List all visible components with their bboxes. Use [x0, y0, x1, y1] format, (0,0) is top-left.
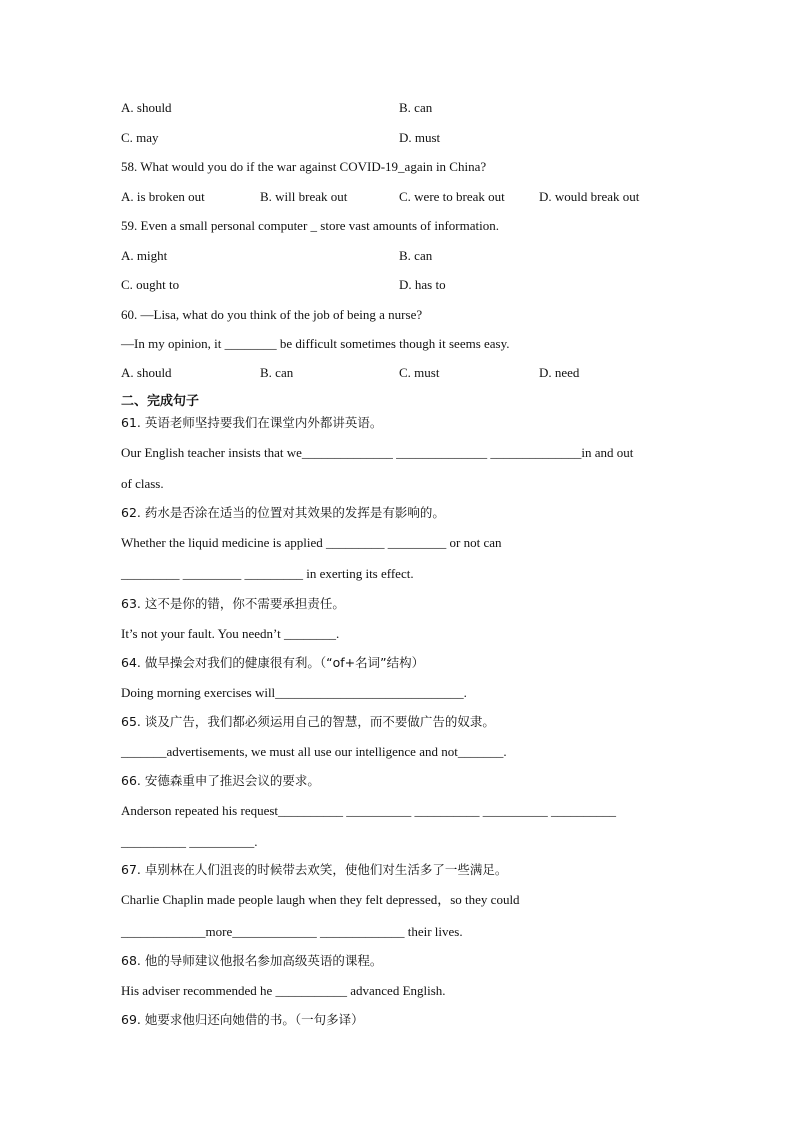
q69-chinese: 69. 她要求他归还向她借的书。（一句多译）	[121, 1012, 364, 1027]
q59-option-a: A. might	[121, 248, 168, 263]
q67-english: Charlie Chaplin made people laugh when they felt depressed，so they could	[121, 892, 520, 907]
q57-option-d: D. must	[399, 130, 441, 145]
q57-option-b: B. can	[399, 100, 433, 115]
q68-chinese: 68. 他的导师建议他报名参加高级英语的课程。	[121, 953, 383, 968]
q60-option-c: C. must	[399, 365, 440, 380]
q60-stem: 60. —Lisa, what do you think of the job of being a nurse?	[121, 307, 423, 322]
q62-english: Whether the liquid medicine is applied _________ _________ or not can	[121, 535, 502, 550]
q61-english: Our English teacher insists that we______________ ______________ ______________in and out	[121, 445, 634, 460]
q63-english: It’s not your fault. You needn’t ________.	[121, 626, 340, 641]
q60-stem-reply: —In my opinion, it ________ be difficult sometimes though it seems easy.	[121, 336, 510, 351]
q67-chinese: 67. 卓别林在人们沮丧的时候带去欢笑，使他们对生活多了一些满足。	[121, 862, 508, 877]
q62-chinese: 62. 药水是否涂在适当的位置对其效果的发挥是有影响的。	[121, 505, 445, 520]
q59-option-d: D. has to	[399, 277, 446, 292]
q62-english-cont: _________ _________ _________ in exerting its effect.	[121, 566, 414, 581]
q60-option-b: B. can	[260, 365, 294, 380]
q60-option-a: A. should	[121, 365, 172, 380]
q59-stem: 59. Even a small personal computer _ store vast amounts of information.	[121, 218, 499, 233]
q66-chinese: 66. 安德森重申了推迟会议的要求。	[121, 773, 320, 788]
q57-option-a: A. should	[121, 100, 172, 115]
q66-english-cont: __________ __________.	[121, 834, 258, 849]
q68-english: His adviser recommended he ___________ advanced English.	[121, 983, 446, 998]
q64-english: Doing morning exercises will_____________________________.	[121, 685, 467, 700]
q59-option-b: B. can	[399, 248, 433, 263]
q57-option-c: C. may	[121, 130, 159, 145]
q58-option-d: D. would break out	[539, 189, 640, 204]
q66-english: Anderson repeated his request__________ __________ __________ __________ __________	[121, 803, 617, 818]
q63-chinese: 63. 这不是你的错，你不需要承担责任。	[121, 596, 345, 611]
q64-chinese: 64. 做早操会对我们的健康很有利。（“of+名词”结构）	[121, 655, 425, 670]
q58-stem: 58. What would you do if the war against COVID-19_again in China?	[121, 159, 487, 174]
q67-english-cont: _____________more_____________ _____________ their lives.	[121, 924, 463, 939]
q65-chinese: 65. 谈及广告，我们都必须运用自己的智慧，而不要做广告的奴隶。	[121, 714, 495, 729]
q58-option-c: C. were to break out	[399, 189, 505, 204]
q58-option-a: A. is broken out	[121, 189, 205, 204]
q58-option-b: B. will break out	[260, 189, 348, 204]
q61-chinese: 61. 英语老师坚持要我们在课堂内外都讲英语。	[121, 415, 383, 430]
q59-option-c: C. ought to	[121, 277, 180, 292]
section-heading: 二、完成句子	[121, 394, 200, 409]
q60-option-d: D. need	[539, 365, 580, 380]
q65-english: _______advertisements, we must all use our intelligence and not_______.	[121, 744, 507, 759]
q61-english-cont: of class.	[121, 476, 164, 491]
